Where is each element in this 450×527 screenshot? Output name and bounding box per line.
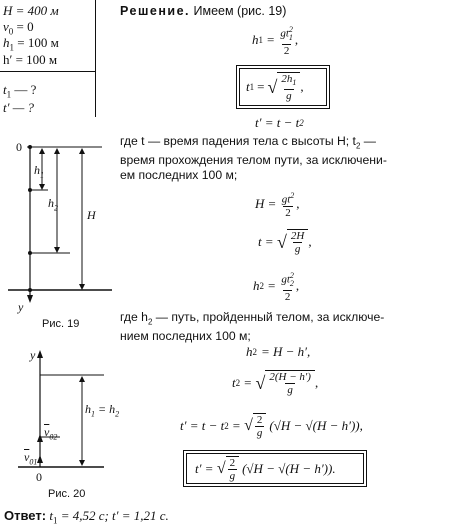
formula-H: H = $\frac{gt^2}{2}$ , [255, 191, 300, 219]
fig20-v02-label: $\overline{v}_{02}$ [44, 425, 58, 442]
formula-h2: h 2 = $\frac{gt^2_2}{2}$ , [253, 271, 300, 303]
formula-t2: t 2 = √ $\frac{2(H - h')}{g}$ , [232, 371, 319, 396]
fig19-y-label: y [18, 300, 24, 314]
answer-line: Ответ: $t_1 = 4,52$ с; t′ = 1,21 с. [4, 508, 169, 526]
fig20-zero-label: 0 [36, 470, 42, 484]
formula-t: t = √ $\frac{2H}{g}$ , [258, 230, 312, 255]
question-t1: $t_1$ — ? [3, 82, 37, 100]
given-divider-h [0, 71, 95, 72]
solution-heading: Решение. Имеем (рис. 19) [120, 4, 287, 18]
fig19-h2-label: $h_2$ [48, 196, 58, 213]
given-divider-v [95, 0, 96, 117]
fig20-v01-label: $\overline{v}_{01}$ [24, 450, 38, 467]
formula-tprime-def: t′ = t − t 2 [255, 115, 304, 130]
question-tprime: t′ — ? [3, 100, 35, 115]
formula-h1: h 1 = $\frac{gt^2_1}{2}$ , [252, 25, 299, 57]
fig19-zero-label: 0 [16, 140, 22, 154]
fig20-caption: Рис. 20 [48, 488, 86, 500]
fig19-h1-label: $h_1$ [34, 163, 44, 180]
given-hprime: h′ = 100 м [3, 52, 58, 67]
fig19-caption: Рис. 19 [42, 318, 80, 330]
fig20-h-label: $h_1 = h_2$ [85, 402, 120, 419]
given-H: H = 400 м [3, 3, 59, 18]
paragraph-2: где $h_2$ — путь, пройденный телом, за исключе- нием последних 100 м; [120, 310, 385, 344]
given-h1: $h_1 = 100$ м [3, 35, 59, 53]
formula-tprime-final: t′ = √ $\frac{2}{g}$ (√H − √(H − h′)). [195, 457, 336, 482]
given-v0: $v_0 = 0$ [3, 19, 34, 37]
formula-tprime-expanded: t′ = t − t 2 = √ $\frac{2}{g}$ (√H − √(H − h′)), [180, 414, 363, 439]
formula-t1: t 1 = √ $\frac{2h_1}{g}$ , [246, 73, 304, 103]
fig20-y-label: y [30, 348, 36, 362]
paragraph-1: где t — время падения тела с высоты H; $t_2$ — время прохождения телом пути, за исключени- ем последних 100 м; [120, 134, 387, 183]
fig19-H-label: H [87, 208, 96, 222]
formula-h2-diff: h 2 = H − h′, [246, 344, 311, 359]
